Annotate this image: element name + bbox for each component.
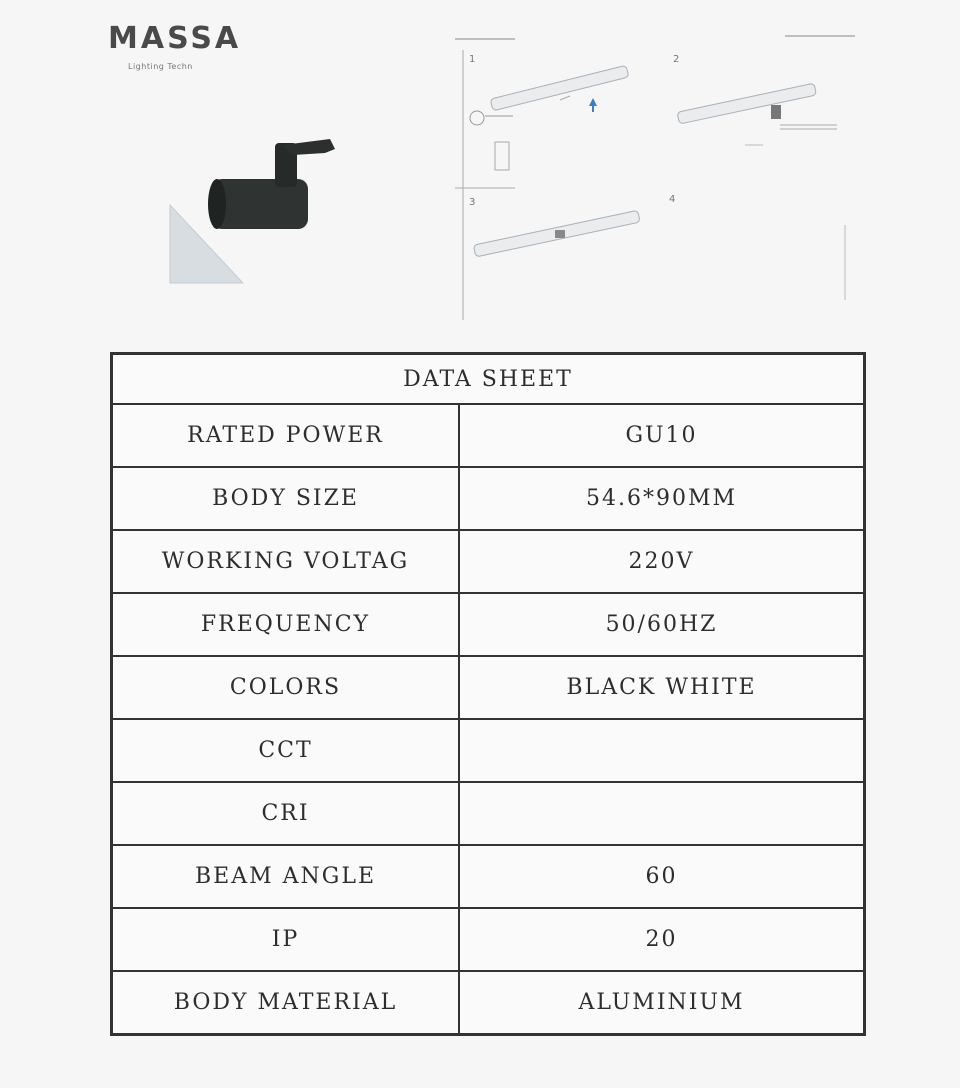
table-row [112, 782, 865, 845]
row-label: BEAM ANGLE [112, 845, 460, 908]
table-row [112, 719, 865, 782]
row-value: 50/60HZ [459, 593, 865, 656]
row-label: RATED POWER [112, 404, 460, 467]
row-value: ALUMINIUM [459, 971, 865, 1035]
row-value: GU10 [459, 404, 865, 467]
row-value: 220V [459, 530, 865, 593]
table-row [112, 908, 865, 971]
row-value: 60 [459, 845, 865, 908]
row-label: CRI [112, 782, 460, 845]
table-row [112, 530, 865, 593]
row-label: FREQUENCY [112, 593, 460, 656]
diagram-step-3: 3 [469, 197, 476, 208]
table-row [112, 656, 865, 719]
installation-diagram-icon [455, 30, 855, 325]
row-value: BLACK WHITE [459, 656, 865, 719]
row-label: IP [112, 908, 460, 971]
row-label: BODY MATERIAL [112, 971, 460, 1035]
table-row [112, 845, 865, 908]
row-value [459, 782, 865, 845]
diagram-step-1: 1 [469, 54, 476, 65]
row-value [459, 719, 865, 782]
row-value: 54.6*90MM [459, 467, 865, 530]
data-sheet-table [110, 352, 866, 1036]
diagram-step-2: 2 [673, 54, 680, 65]
track-spotlight-icon [165, 135, 345, 285]
table-row [112, 404, 865, 467]
row-label: CCT [112, 719, 460, 782]
row-label: COLORS [112, 656, 460, 719]
row-label: WORKING VOLTAG [112, 530, 460, 593]
table-title: DATA SHEET [112, 354, 865, 405]
brand-name: MASSA [108, 21, 242, 56]
table-row [112, 971, 865, 1035]
row-value: 20 [459, 908, 865, 971]
row-label: BODY SIZE [112, 467, 460, 530]
table-header-row [112, 354, 865, 405]
diagram-step-4: 4 [669, 194, 676, 205]
table-row [112, 593, 865, 656]
table-row [112, 467, 865, 530]
brand-tagline: Lighting Techn [128, 62, 193, 71]
brand-logo [108, 21, 242, 71]
